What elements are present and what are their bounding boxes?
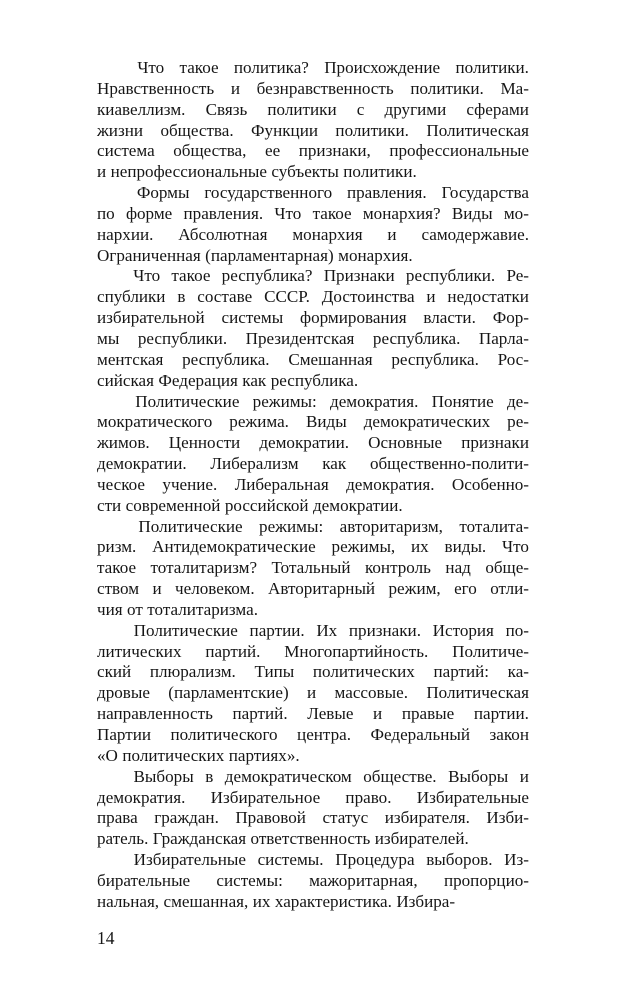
text-line: Политические режимы: авторитаризм, тоталита-: [97, 517, 529, 538]
text-line: Политические партии. Их признаки. История по-: [97, 621, 529, 642]
text-line: и непрофессиональные субъекты политики.: [97, 162, 417, 182]
paragraph-indent: [97, 517, 122, 538]
text-line: ством и человеком. Авторитарный режим, его отли-: [97, 579, 529, 599]
paragraph-indent: [97, 392, 122, 413]
text-line: литических партий. Многопартийность. Политиче-: [97, 641, 529, 661]
text-line: «О политических партиях».: [97, 745, 300, 765]
page-body-text: [97, 58, 529, 913]
text-line: жимов. Ценности демократии. Основные признаки: [97, 433, 529, 453]
text-line: Партии политического центра. Федеральный закон: [97, 725, 529, 744]
paragraph: [97, 266, 529, 391]
text-line: сийская Федерация как республика.: [97, 370, 359, 390]
paragraph: [97, 183, 529, 266]
text-line: такое тоталитаризм? Тотальный контроль над обще-: [97, 558, 529, 578]
text-line: избирательной системы формирования власти. Фор-: [97, 308, 529, 328]
text-line: ческое учение. Либеральная демократия. Особенно-: [97, 474, 529, 494]
paragraph: [97, 767, 529, 850]
text-line: Политические режимы: демократия. Понятие де-: [97, 392, 529, 413]
text-line: права граждан. Правовой статус избирателя. Изби-: [97, 808, 529, 828]
text-line: ризм. Антидемократические режимы, их виды. Что: [97, 537, 529, 557]
text-line: дровые (парламентские) и массовые. Политическая: [97, 683, 529, 703]
paragraph-indent: [97, 58, 122, 79]
text-line: нархии. Абсолютная монархия и самодержавие.: [97, 224, 529, 244]
text-line: спублики в составе СССР. Достоинства и недостатки: [97, 287, 529, 307]
text-line: сти современной российской демократии.: [97, 495, 403, 515]
paragraph: [97, 621, 529, 767]
paragraph: [97, 517, 529, 621]
text-line: ский плюрализм. Типы политических партий: ка-: [97, 662, 529, 682]
text-line: нальная, смешанная, их характеристика. Избира-: [97, 891, 456, 911]
text-line: Формы государственного правления. Государства: [97, 183, 529, 204]
text-line: Выборы в демократическом обществе. Выборы и: [97, 767, 529, 788]
page-number: 14: [97, 928, 115, 948]
text-line: демократия. Избирательное право. Избирательные: [97, 787, 529, 807]
text-line: жизни общества. Функции политики. Политическая: [97, 120, 529, 140]
text-line: Избирательные системы. Процедура выборов. Из-: [97, 850, 529, 871]
text-line: киавеллизм. Связь политики с другими сферами: [97, 99, 529, 119]
paragraph: [97, 850, 529, 913]
text-line: по форме правления. Что такое монархия? Виды мо-: [97, 203, 529, 223]
text-line: демократии. Либерализм как общественно-полити-: [97, 454, 529, 474]
text-line: ратель. Гражданская ответственность избирателей.: [97, 829, 469, 849]
paragraph-indent: [97, 621, 122, 642]
text-line: Что такое республика? Признаки республики. Ре-: [97, 266, 529, 287]
text-line: Что такое политика? Происхождение политики.: [97, 58, 529, 79]
text-line: бирательные системы: мажоритарная, пропорцио-: [97, 870, 529, 890]
paragraph: [97, 392, 529, 517]
text-line: мы республики. Президентская республика. Парла-: [97, 328, 529, 348]
text-line: мократического режима. Виды демократических ре-: [97, 412, 529, 432]
text-line: чия от тоталитаризма.: [97, 599, 258, 619]
paragraph-indent: [97, 266, 122, 287]
text-line: система общества, ее признаки, профессиональные: [97, 141, 529, 161]
paragraph-indent: [97, 767, 122, 788]
paragraph: [97, 58, 529, 183]
paragraph-indent: [97, 183, 122, 204]
text-line: направленность партий. Левые и правые партии.: [97, 704, 529, 724]
text-line: Ограниченная (парламентарная) монархия.: [97, 245, 413, 265]
text-line: Нравственность и безнравственность политики. Ма-: [97, 78, 529, 98]
text-line: ментская республика. Смешанная республика. Рос-: [97, 349, 529, 369]
paragraph-indent: [97, 850, 122, 871]
